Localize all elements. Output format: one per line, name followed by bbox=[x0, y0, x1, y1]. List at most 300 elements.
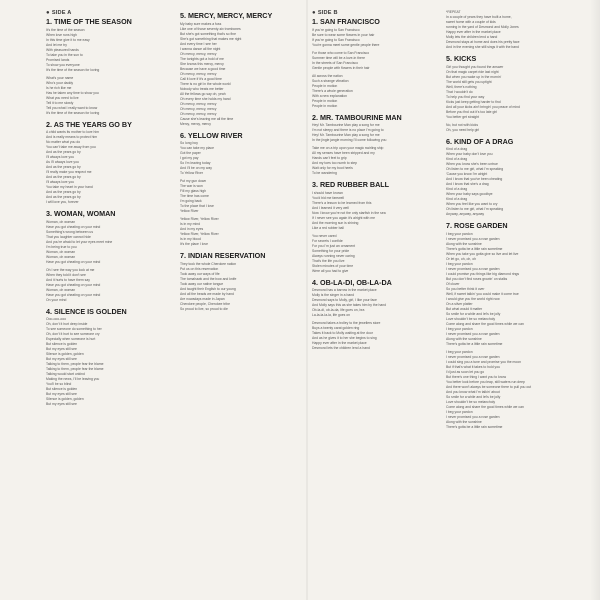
lyric-line: And I know that she's a drag bbox=[446, 182, 489, 187]
lyric-line: Promised lands bbox=[46, 57, 70, 62]
lyric-line: She's got something that makes me right bbox=[180, 36, 242, 41]
lyric-line: I should have known bbox=[312, 190, 343, 195]
lyric-line: Silence is golden, golden bbox=[46, 352, 84, 357]
lyric-line: There's gotta be a little rain sometime bbox=[446, 341, 503, 346]
lyric-line: Talking to them, people fear the blame bbox=[46, 367, 104, 372]
lyric-line: Hey! Mr. Tambourine Man play a song for me bbox=[312, 133, 380, 138]
lyric-line: The tomahawk and the bow and knife bbox=[180, 276, 237, 281]
lyric-line: If you're going to San Francisco bbox=[312, 27, 360, 32]
lyric-line: Woman, oh woman bbox=[46, 219, 76, 224]
song-title: 5. KICKS bbox=[446, 54, 477, 63]
lyric-line: Oh listen to me girl, what I'm speaking bbox=[446, 207, 504, 212]
song-gap bbox=[46, 303, 178, 306]
song-title: 7. INDIAN RESERVATION bbox=[180, 251, 266, 261]
lyric-line: But when you wake up in the mornin' bbox=[446, 74, 502, 79]
lyric-line: Such a strange vibration bbox=[312, 78, 349, 83]
lyric-line: I beg your pardon bbox=[446, 349, 473, 354]
lyric-line: Tell it to me slowly bbox=[46, 100, 74, 105]
lyric-line: Have you got cheating on your mind bbox=[46, 282, 101, 287]
side-b-label-text: SIDE B bbox=[317, 10, 338, 16]
lyric-line: Especially when someone is hurt bbox=[46, 337, 96, 342]
lyric-line: And as the years go by bbox=[46, 165, 81, 170]
lyric-line: Cause she's leaving me all the time bbox=[180, 116, 234, 121]
lyric-line: And Molly says this as she takes him by the hand bbox=[312, 303, 387, 308]
lyric-line: La-la-la-la-la, life goes on bbox=[312, 313, 351, 318]
lyric-line: To see someone do something to her bbox=[46, 327, 102, 332]
song-block bbox=[180, 132, 312, 251]
lyric-line: So long boy bbox=[180, 141, 198, 146]
lyric-line: But silence is golden bbox=[46, 342, 78, 347]
song-gap bbox=[312, 351, 444, 354]
song-title: 1. SAN FRANCISCO bbox=[312, 17, 380, 26]
column-side-a-1 bbox=[46, 10, 178, 596]
lyric-line: To show you everyone bbox=[46, 62, 80, 67]
lyric-line: So I'm leaving today bbox=[180, 161, 211, 166]
lyric-line: The tonights got a hold of me bbox=[180, 56, 224, 61]
song-block bbox=[312, 279, 444, 355]
side-a-label bbox=[46, 10, 178, 16]
song-block bbox=[46, 121, 178, 209]
side-b-label bbox=[312, 10, 444, 16]
lyric-line: I'm not sleepy and there is no place I'm going to bbox=[312, 128, 384, 133]
song-title: 7. ROSE GARDEN bbox=[446, 221, 508, 231]
lyric-line: When your baby don't love you bbox=[446, 152, 493, 157]
lyric-line: To the place that I love bbox=[180, 204, 214, 209]
lyric-line: I beg your pardon bbox=[446, 409, 473, 414]
lyric-line: Oh listen to me girl, what I'm speaking bbox=[446, 167, 504, 172]
lyric-line: running in the yard of Desmond and Molly Jones bbox=[446, 25, 519, 29]
song-block bbox=[446, 138, 578, 221]
lyric-line: Woman, oh woman bbox=[46, 249, 76, 254]
lyric-line: Love shouldn't be so melancholy bbox=[446, 399, 496, 404]
lyric-line: Cherokee people, Cherokee tribe bbox=[180, 301, 230, 306]
song-list bbox=[46, 18, 178, 410]
song-gap bbox=[312, 109, 444, 112]
lyric-line: It's the place I love bbox=[180, 242, 208, 247]
lyric-line: It's the time of the season for loving bbox=[46, 110, 100, 115]
lyric-line: Like a red rubber ball bbox=[312, 225, 344, 230]
lyric-line: When your baby says goodbye bbox=[446, 192, 493, 197]
lyric-line: The world still gets you uptight bbox=[446, 79, 492, 84]
lyric-line: Wait only for my boot heels bbox=[312, 166, 353, 171]
lyric-line: Hey! Mr. Tambourine Man play a song for me bbox=[312, 123, 380, 128]
song-block bbox=[312, 114, 444, 180]
lyric-line: All my senses have been stripped and my bbox=[312, 151, 375, 156]
lyric-line: And I learned it very well bbox=[312, 205, 349, 210]
lyric-line: Buys a twenty carat golden ring bbox=[312, 326, 360, 331]
lyric-line: I never promised you a rose garden bbox=[446, 354, 500, 359]
lyric-line: In the jingle jangle morning I'll come following you bbox=[312, 138, 387, 143]
lyric-line: Call it love if it's a good time bbox=[180, 76, 222, 81]
lyric-line: If you're going to San Francisco bbox=[312, 37, 360, 42]
lyric-line: I'm being true to you bbox=[46, 244, 77, 249]
lyric-line: Molly is the singer in a band bbox=[312, 293, 355, 298]
lyric-line: Anyway, anyway, anyway bbox=[446, 212, 485, 217]
column-side-b-2 bbox=[446, 10, 578, 596]
lyric-line: I never promised you a rose garden bbox=[446, 266, 500, 271]
lyric-line: I'll always love you bbox=[46, 155, 74, 160]
edge-shadow bbox=[590, 0, 600, 600]
lyric-line: Who's your daddy bbox=[46, 80, 74, 85]
lyric-line: When you take you gotta give so live and let live bbox=[446, 251, 519, 256]
lyric-line: And as the years go by bbox=[46, 195, 81, 200]
lyric-line: And as the years go by bbox=[46, 190, 81, 195]
song-gap bbox=[446, 217, 578, 220]
lyric-line: Now I know you're not the only starfish in the sea bbox=[312, 210, 386, 215]
lyric-line: I got my pay bbox=[180, 156, 199, 161]
lyric-line: Desmond lets the children lend a hand bbox=[312, 346, 370, 351]
lyric-line: Summer time will be a love-in there bbox=[312, 55, 365, 60]
lyric-line: The time has come bbox=[180, 194, 209, 199]
lyric-line: Always running never caring bbox=[312, 253, 355, 258]
lyric-line: Ob-la-di, ob-la-da, life goes on, bra bbox=[312, 308, 365, 313]
lyric-line: And all your kicks ain't bringin' you peace of mind bbox=[446, 104, 520, 109]
lyric-line: It's the time of the season for loving bbox=[46, 67, 100, 72]
column-side-b-1 bbox=[312, 10, 444, 596]
lyric-line: But silence is golden bbox=[46, 387, 78, 392]
lyric-line: Oh mercy, mercy, mercy bbox=[180, 111, 217, 116]
lyric-line: I'd just as soon let you go bbox=[446, 369, 485, 374]
song-title: 3. RED RUBBER BALL bbox=[312, 180, 390, 190]
lyric-line: Is in my mind bbox=[180, 222, 200, 227]
song-title: 6. KIND OF A DRAG bbox=[446, 136, 514, 146]
song-title: 4. SILENCE IS GOLDEN bbox=[46, 306, 127, 316]
lyric-line: Well, if sweet talkin' you could make it come true bbox=[446, 291, 519, 296]
lyric-line: On your mind bbox=[46, 297, 67, 302]
lyric-line: Before you find out it's too late girl bbox=[446, 109, 497, 114]
lyric-line: My baby sure makes a fuss bbox=[180, 21, 222, 26]
lyric-line: I could promise you things like big diamond rings bbox=[446, 271, 520, 276]
lyric-line: I wanna dance all the night bbox=[180, 46, 221, 51]
lyric-line: I could sing you a tune and promise you the moon bbox=[446, 359, 522, 364]
lyric-line: There's gotta be a little rain sometime bbox=[446, 424, 503, 429]
song-block bbox=[446, 55, 578, 136]
lyric-line: Kind of a drag bbox=[446, 197, 468, 202]
lyric-line: Making the news, I'll be leaving you bbox=[46, 377, 100, 382]
lyric-line: I'll really make you respect me bbox=[46, 170, 92, 175]
lyric-line: Because we have a good time bbox=[180, 66, 226, 71]
lyric-line: Desmond stays at home and does his pretty face bbox=[446, 40, 520, 44]
lyric-line: Talking to them, people fear the blame bbox=[46, 362, 104, 367]
lyric-line: People in motion bbox=[312, 103, 338, 108]
lyric-line: In this time give it to me easy bbox=[46, 37, 90, 42]
lyric-line: You'll be so blind bbox=[46, 382, 72, 387]
lyric-line: And in the evening she still sings it with the band bbox=[446, 45, 519, 49]
lyric-line: Oh mercy, mercy, mercy bbox=[180, 51, 217, 56]
lyric-line: Well, there's nothing bbox=[446, 84, 477, 89]
lyric-line: With a new explanation bbox=[312, 93, 348, 98]
lyric-line: When love runs high bbox=[46, 32, 77, 37]
song-gap bbox=[446, 430, 578, 433]
song-block bbox=[180, 12, 312, 130]
lyric-line: Oh mercy, mercy, mercy bbox=[180, 101, 217, 106]
lyric-line: I never promised you a rose garden bbox=[446, 414, 500, 419]
lyric-line: Come along and share the good times while we can bbox=[446, 321, 524, 326]
lyric-line: You can't take me away from you bbox=[46, 145, 96, 150]
lyric-line: And you're afraid to let your eyes meet mine bbox=[46, 239, 113, 244]
lyric-line: In a couple of years they have built a home, bbox=[446, 15, 512, 19]
column-side-a-2 bbox=[180, 10, 312, 596]
lyric-line: Oh every time she holds my hand bbox=[180, 96, 231, 101]
lyric-line: And I know that you've been cheating bbox=[446, 177, 503, 182]
lyric-line: So proud to live, so proud to die bbox=[180, 306, 228, 311]
lyric-line: So smile for a while and let's be jolly bbox=[446, 394, 501, 399]
lyric-line: Nobody who treats me better bbox=[180, 86, 224, 91]
lyric-line: No matter what you do bbox=[46, 140, 81, 145]
lyric-line: She knows this mercy, mercy bbox=[180, 61, 224, 66]
lyric-line: To be wandering bbox=[312, 171, 337, 176]
song-block bbox=[180, 252, 312, 315]
lyric-line: And as the years go by bbox=[46, 175, 81, 180]
lyric-line: I would give you the world right now bbox=[446, 296, 500, 301]
song-gap bbox=[446, 133, 578, 136]
song-gap bbox=[312, 176, 444, 179]
lyric-line: On a silver platter bbox=[446, 301, 473, 306]
song-gap bbox=[446, 50, 578, 53]
lyric-line: I never promised you a rose garden bbox=[446, 331, 500, 336]
bullet-icon: ● bbox=[46, 10, 50, 16]
lyric-line: What you need to live bbox=[46, 95, 79, 100]
lyric-line: But my eyes still see bbox=[46, 347, 77, 352]
lyric-line: And it hurts to have them say bbox=[46, 277, 90, 282]
lyric-line: Were all you had to give bbox=[312, 268, 349, 273]
lyric-line: Put my gun down bbox=[180, 179, 207, 184]
lyric-line: There's gotta be a little rain sometime bbox=[446, 246, 503, 251]
lyric-line: And as the years go by bbox=[46, 150, 81, 155]
bullet-icon: ● bbox=[312, 10, 316, 16]
lyric-line: For you I'm just an ornament bbox=[312, 243, 356, 248]
lyric-line: You better look before you leap, still waters run deep bbox=[446, 379, 525, 384]
lyric-line: Of clover bbox=[446, 281, 460, 286]
lyric-line: Kind of a drag bbox=[446, 147, 468, 152]
lyric-line: Put us on this reservation bbox=[180, 266, 219, 271]
lyric-line: On that magic carpet ride last night bbox=[446, 69, 499, 74]
lyric-line: Happy ever after in the market place bbox=[312, 341, 367, 346]
song-gap bbox=[46, 116, 178, 119]
lyric-line: Have you got cheating on your mind bbox=[46, 224, 101, 229]
lyric-line: I beg your pardon bbox=[446, 326, 473, 331]
lyric-line: For secrets I confide bbox=[312, 238, 343, 243]
lyric-line: Take me on a trip upon your magic swirling ship bbox=[312, 146, 384, 151]
lyric-line: As I'll always love you bbox=[46, 160, 79, 165]
lyric-line: I'm going back bbox=[180, 199, 202, 204]
song-list bbox=[446, 10, 578, 433]
lyric-line: Desmond takes a trolley to the jewellers store bbox=[312, 321, 381, 326]
lyric-line: *REPEAT bbox=[446, 10, 461, 14]
lyric-line: Got the paper bbox=[180, 151, 201, 156]
lyric-line: To help you find your way bbox=[446, 94, 485, 99]
lyric-line: When they told it don't see bbox=[46, 272, 86, 277]
lyric-line: But you don't find roses growin' on stalks bbox=[446, 276, 508, 281]
lyric-line: And let me try bbox=[46, 42, 67, 47]
lyric-line: And I'll be on my way bbox=[180, 166, 212, 171]
lyric-line: Oh mercy, mercy, mercy bbox=[180, 106, 217, 111]
lyric-line: It's the time of the season bbox=[46, 27, 85, 32]
lyric-line: People in motion bbox=[312, 83, 338, 88]
lyric-line: And the morning sun is shining bbox=[312, 220, 359, 225]
lyric-line: With pleasured hands bbox=[46, 47, 79, 52]
lyric-line: Or let go, oh, oh, oh bbox=[446, 256, 476, 261]
lyric-line: And in my eyes bbox=[180, 227, 204, 232]
lyric-line: To take you in the sun to bbox=[46, 52, 83, 57]
lyric-line: sweet home with a couple of kids bbox=[446, 20, 496, 24]
song-gap bbox=[180, 247, 312, 250]
lyric-line: Kicks just keep getting harder to find bbox=[446, 99, 501, 104]
lyric-line: Yellow River bbox=[180, 209, 199, 214]
lyric-line: Along with the sunshine bbox=[446, 419, 482, 424]
lyric-line: Yellow River, Yellow River bbox=[180, 232, 219, 237]
lyric-line: Oh, don't it hurt deep inside bbox=[46, 322, 88, 327]
lyric-line: Love shouldn't be so melancholy bbox=[446, 316, 496, 321]
lyric-line: Is in my blood bbox=[180, 237, 201, 242]
lyric-line: Along with the sunshine bbox=[446, 336, 482, 341]
lyric-line: Molly lets the children lend a hand bbox=[446, 35, 498, 39]
lyric-line: A child wants its mother to love him bbox=[46, 130, 99, 135]
lyric-line: Desmond says to Molly, girl, I like your face bbox=[312, 298, 377, 303]
song-title: 4. OB-LA-DI, OB-LA-DA bbox=[312, 277, 392, 287]
lyric-line: Talking would start unkind bbox=[46, 372, 85, 377]
side-a-label-text: SIDE A bbox=[51, 10, 72, 16]
lyric-line: And as he gives it to her she begins to sing bbox=[312, 336, 377, 341]
lyric-line: Mercy, mercy, mercy bbox=[180, 121, 211, 126]
lyric-line: Come along and share the good times while we can bbox=[446, 404, 524, 409]
lyric-line: All across the nation bbox=[312, 73, 343, 78]
lyric-line: When you feel like you want to cry bbox=[446, 202, 498, 207]
lyric-line: But my eyes still see bbox=[46, 357, 77, 362]
lyric-line: In the streets of San Francisco bbox=[312, 60, 358, 65]
song-block bbox=[46, 308, 178, 411]
lyric-line: That's the life you live bbox=[312, 258, 345, 263]
song-block bbox=[46, 18, 178, 119]
song-block bbox=[312, 18, 444, 112]
lyric-line: You're gonna meet some gentle people there bbox=[312, 42, 380, 47]
lyric-line: Along with the sunshine bbox=[446, 241, 482, 246]
lyric-line: Has he taken any time to show you bbox=[46, 90, 99, 95]
lyric-line: I'll always love you bbox=[46, 180, 74, 185]
lyric-line: 'Cause you know I'm alright bbox=[446, 172, 488, 177]
song-title: 6. YELLOW RIVER bbox=[180, 130, 243, 140]
lyric-line: Woman, oh woman bbox=[46, 287, 76, 292]
lyric-line: And every time I see her bbox=[180, 41, 217, 46]
lyric-line: They took the whole Cherokee nation bbox=[180, 261, 237, 266]
song-block bbox=[312, 181, 444, 277]
lyric-line: But if that's what it takes to hold you bbox=[446, 364, 500, 369]
lyric-line: You never cared bbox=[312, 233, 337, 238]
lyric-line: And taught their English to our young bbox=[180, 286, 236, 291]
lyric-line: For those who come to San Francisco bbox=[312, 50, 370, 55]
lyric-line: The war is won bbox=[180, 184, 203, 189]
lyric-line: Be sure to wear some flowers in your hair bbox=[312, 32, 375, 37]
lyric-line: But my eyes still see bbox=[46, 392, 77, 397]
lyric-line: Oh mercy, mercy, mercy bbox=[180, 71, 217, 76]
lyric-line: And you know what I'm talkin' about bbox=[446, 389, 500, 394]
lyric-line: Took away our ways of life bbox=[180, 271, 220, 276]
lyric-line: People in motion bbox=[312, 98, 338, 103]
lyric-line: And my toes too numb to step bbox=[312, 161, 358, 166]
lyric-line: Took away our native tongue bbox=[180, 281, 224, 286]
lyric-line: Something's wrong between us bbox=[46, 229, 94, 234]
lyric-line: Happy ever after in the market place bbox=[446, 30, 501, 34]
lyric-line: Gentle people with flowers in their hair bbox=[312, 65, 370, 70]
lyric-line: Woman, oh woman bbox=[46, 254, 76, 259]
lyric-line: That I wouldn't do bbox=[446, 89, 473, 94]
lyric-line: I never promised you a rose garden bbox=[446, 236, 500, 241]
lyric-line: If I never see you again it's alright with me bbox=[312, 215, 376, 220]
lyric-line: You better get straight bbox=[446, 114, 480, 119]
lyric-line: Kind of a drag bbox=[446, 157, 468, 162]
lyric-line: I beg your pardon bbox=[446, 261, 473, 266]
lyric-line: All the fellows go say oh, yeah bbox=[180, 91, 226, 96]
lyric-line: Desmond has a barrow in the market place bbox=[312, 288, 377, 293]
song-block bbox=[446, 222, 578, 433]
lyric-line: There's a lesson to be learned from this bbox=[312, 200, 372, 205]
lyric-line: You can take my place bbox=[180, 146, 214, 151]
lyric-line: Is he rich like me bbox=[46, 85, 72, 90]
lyric-line: Kind of a drag bbox=[446, 187, 468, 192]
lyric-line: And is really means to protect him bbox=[46, 135, 98, 140]
lyric-line: There's a whole generation bbox=[312, 88, 353, 93]
song-list bbox=[312, 18, 444, 354]
lyric-line: Have you got cheating on your mind bbox=[46, 259, 101, 264]
lyric-line: Oh, don't it hurt to see someone cry bbox=[46, 332, 100, 337]
lyric-line: Stolen minutes of your time bbox=[312, 263, 354, 268]
lyric-line: You take my heart in your hand bbox=[46, 185, 93, 190]
song-gap bbox=[180, 312, 312, 315]
song-block bbox=[46, 210, 178, 306]
lyric-line: So you better think it over bbox=[446, 286, 485, 291]
lyric-line: Takes it back to Molly waiting at the door bbox=[312, 331, 373, 336]
lyric-line: I will love you, forever bbox=[46, 200, 79, 205]
lyric-line: Have you got cheating on your mind bbox=[46, 292, 101, 297]
lyric-line: Oh I see the way you look at me bbox=[46, 267, 95, 272]
lyric-line: You'd bid me farewell bbox=[312, 195, 344, 200]
lyric-line: But what would it matter bbox=[446, 306, 483, 311]
lyric-line: Something for your pride bbox=[312, 248, 350, 253]
song-title: 2. MR. TAMBOURINE MAN bbox=[312, 112, 402, 122]
lyric-line: Are nowadays made in Japan bbox=[180, 296, 225, 301]
lyric-line: To Yellow River bbox=[180, 171, 203, 176]
lyric-line: Yellow River, Yellow River bbox=[180, 217, 219, 222]
song-title: 5. MERCY, MERCY, MERCY bbox=[180, 11, 273, 20]
lyric-line: Ooo-ooo-ooo bbox=[46, 317, 66, 322]
lyric-line: Like one of those seventy-six trombones bbox=[180, 26, 241, 31]
lyric-line: What's your name bbox=[46, 75, 74, 80]
lyric-line: So smile for a while and let's be jolly bbox=[446, 311, 501, 316]
song-title: 2. AS THE YEARS GO BY bbox=[46, 119, 132, 129]
lyric-line: But she's got something that's so fine bbox=[180, 31, 236, 36]
song-title: 1. TIME OF THE SEASON bbox=[46, 17, 132, 26]
lyric-line: Tell you what I really want to know bbox=[46, 105, 98, 110]
lyric-line: Hands can't feel to grip bbox=[312, 156, 347, 161]
song-block bbox=[446, 10, 578, 53]
song-list bbox=[180, 12, 312, 315]
song-gap bbox=[46, 205, 178, 208]
lyric-line: When you know she's been untrue bbox=[446, 162, 498, 167]
lyric-line: Oh, you need help girl bbox=[446, 127, 480, 132]
lyric-line: I beg your pardon bbox=[446, 231, 473, 236]
lyric-line: Silence is golden, golden bbox=[46, 397, 84, 402]
lyric-line: And there won't always be someone there to pull you out bbox=[446, 384, 532, 389]
lyric-line: But my eyes still see bbox=[46, 402, 77, 407]
lyric-line: That you laughter cannot hide bbox=[46, 234, 91, 239]
lyric-line: Girl you thought you found the answer bbox=[446, 64, 504, 69]
lyric-line: There is no girl in the whole world bbox=[180, 81, 231, 86]
song-gap bbox=[46, 407, 178, 410]
lyric-line: And all the beads we made by hand bbox=[180, 291, 234, 296]
song-gap bbox=[180, 127, 312, 130]
lyric-line: Fill my glass high bbox=[180, 189, 207, 194]
song-title: 3. WOMAN, WOMAN bbox=[46, 209, 116, 219]
